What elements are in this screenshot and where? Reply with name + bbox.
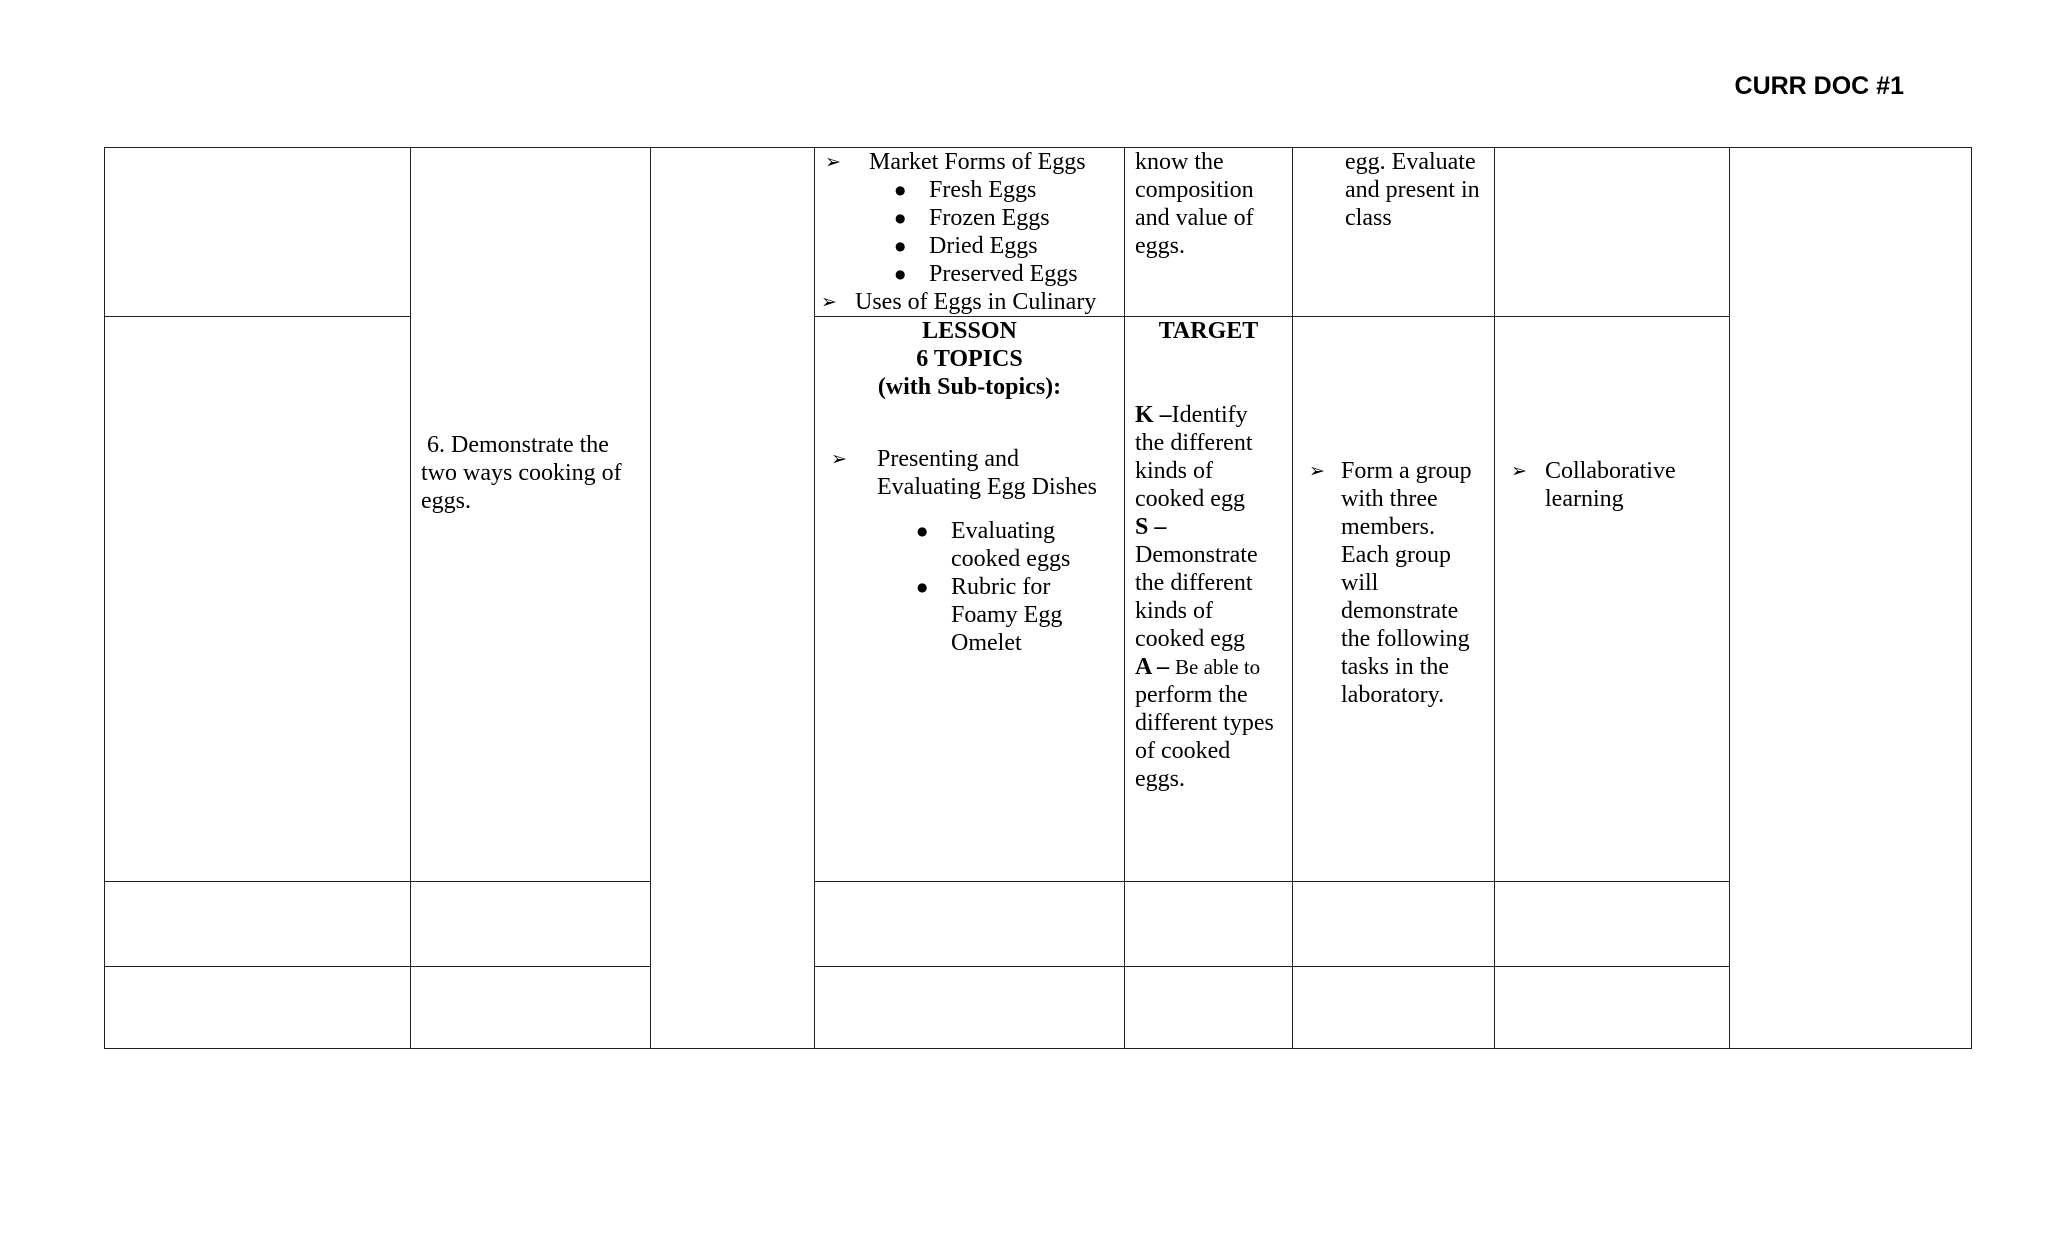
topic-list — [819, 148, 1120, 316]
target-a-lead: Be able to — [1175, 655, 1261, 679]
target-cell — [1125, 317, 1293, 882]
target-heading: TARGET — [1158, 318, 1259, 344]
cell-empty — [105, 317, 411, 882]
table-row — [105, 148, 1972, 317]
activity-cell: egg. Evaluate and present in class — [1293, 148, 1495, 317]
cell-empty — [1125, 967, 1293, 1049]
list-item: ➢ Presenting and Evaluating Egg Dishes — [825, 445, 1114, 501]
cell-empty — [651, 148, 815, 1049]
target-s-label: S – — [1135, 514, 1167, 540]
table-row — [105, 967, 1972, 1049]
topic-label: Market Forms of Eggs — [869, 149, 1086, 175]
activity-cell — [1293, 317, 1495, 882]
table-row — [105, 882, 1972, 967]
target-k-label: K – — [1135, 402, 1172, 428]
list-item: ● Evaluating cooked eggs — [917, 517, 1114, 573]
curriculum-table — [104, 147, 1972, 1049]
cell-empty — [411, 967, 651, 1049]
target-k-text: Identify the different kinds of cooked egg — [1135, 402, 1253, 512]
cell-empty — [105, 882, 411, 967]
strategy-list — [1505, 457, 1719, 513]
list-item: ● Rubric for Foamy Egg Omelet — [917, 573, 1114, 657]
topics-cell — [815, 148, 1125, 317]
cell-empty — [815, 882, 1125, 967]
target-skill — [1135, 513, 1282, 653]
cell-empty — [1495, 882, 1730, 967]
subtopic-list — [917, 517, 1114, 657]
document-code: CURR DOC #1 — [1734, 72, 1904, 100]
target-a-label: A – — [1135, 654, 1170, 680]
list-item — [819, 148, 1120, 288]
target-knowledge — [1135, 401, 1282, 513]
cell-empty — [1293, 967, 1495, 1049]
competency-text: 6. Demonstrate the two ways cooking of eggs. — [421, 432, 622, 514]
target-attitude — [1135, 653, 1282, 793]
target-a-text: perform the different types of cooked eggs. — [1135, 682, 1274, 792]
market-forms-list — [895, 176, 1120, 288]
list-item: ➢ Uses of Eggs in Culinary — [815, 288, 1120, 316]
list-item: ● Frozen Eggs — [895, 204, 1120, 232]
lesson-heading: 6 TOPICS — [916, 346, 1023, 372]
cell-empty — [411, 882, 651, 967]
activity-list — [1303, 457, 1484, 709]
list-item: ● Fresh Eggs — [895, 176, 1120, 204]
strategy-cell — [1495, 317, 1730, 882]
lesson-heading: (with Sub-topics): — [877, 374, 1062, 400]
lesson-heading: LESSON — [922, 318, 1017, 344]
cell-empty — [105, 148, 411, 317]
cell-empty — [1495, 967, 1730, 1049]
cell-empty — [105, 967, 411, 1049]
list-item: ➢ Collaborative learning — [1505, 457, 1719, 513]
list-item: ● Preserved Eggs — [895, 260, 1120, 288]
competency-cell — [411, 148, 651, 882]
target-s-text: Demonstrate the different kinds of cooked egg — [1135, 542, 1258, 652]
cell-empty — [815, 967, 1125, 1049]
target-cell: know the composition and value of eggs. — [1125, 148, 1293, 317]
list-item: ➢ Form a group with three members. Each group will demonstrate the following tasks in the laboratory. — [1303, 457, 1484, 709]
cell-empty — [1730, 148, 1972, 1049]
topic-list — [825, 445, 1114, 501]
list-item: ● Dried Eggs — [895, 232, 1120, 260]
cell-empty — [1293, 882, 1495, 967]
table-row — [105, 317, 1972, 882]
cell-empty — [1125, 882, 1293, 967]
lesson-topics-cell — [815, 317, 1125, 882]
cell-empty — [1495, 148, 1730, 317]
